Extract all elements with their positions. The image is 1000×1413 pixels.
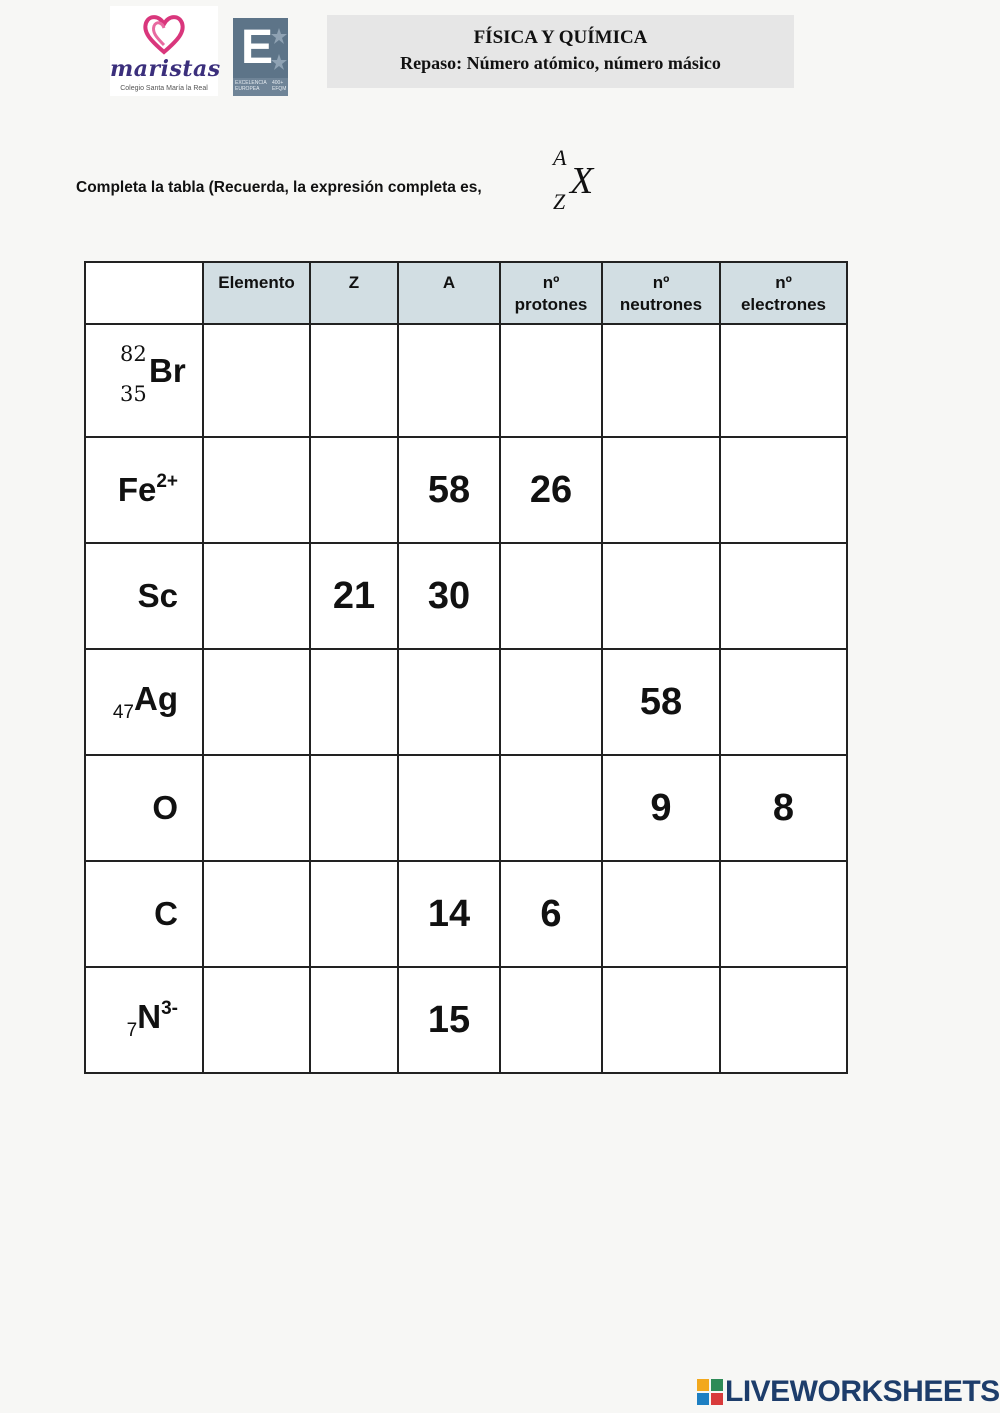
cell-neutrones[interactable]: [602, 543, 720, 649]
cell-electrones[interactable]: [720, 861, 847, 967]
cell-protones[interactable]: [500, 649, 602, 755]
cell-neutrones[interactable]: [602, 324, 720, 437]
badge-text-left: EXCELENCIA EUROPEA: [235, 80, 267, 92]
cell-elemento[interactable]: [203, 543, 310, 649]
instruction-text: Completa la tabla (Recuerda, la expresión completa es,: [76, 179, 482, 196]
header-species: [85, 262, 203, 324]
table-row: [85, 755, 847, 861]
cell-elemento[interactable]: [203, 324, 310, 437]
cell-z[interactable]: [310, 324, 398, 437]
heart-logo-icon: [140, 10, 188, 56]
maristas-logo: [110, 6, 221, 96]
atomic-number: 35: [120, 381, 147, 406]
badge-letter: E: [241, 21, 274, 74]
element-symbol: O: [152, 789, 178, 826]
cell-z[interactable]: [310, 437, 398, 543]
nuclide-mass-number: A: [553, 145, 567, 170]
isotope-notation: [120, 342, 190, 412]
cell-elemento[interactable]: [203, 861, 310, 967]
species-cell: [85, 861, 203, 967]
cell-protones[interactable]: [500, 755, 602, 861]
cell-z[interactable]: [310, 649, 398, 755]
cell-neutrones[interactable]: [602, 861, 720, 967]
table-row: [85, 861, 847, 967]
species-cell: [85, 755, 203, 861]
cell-elemento[interactable]: [203, 967, 310, 1073]
table-row: [85, 543, 847, 649]
atomic-number: 47: [112, 702, 134, 723]
header-z: Z: [310, 262, 398, 324]
excelencia-badge: [233, 18, 288, 96]
element-symbol: Ag: [134, 680, 178, 717]
species-cell: [85, 324, 203, 437]
species-cell: [85, 437, 203, 543]
header-a: A: [398, 262, 500, 324]
table-header-row: [85, 262, 847, 324]
nuclide-notation: [548, 145, 608, 220]
cell-z[interactable]: [310, 967, 398, 1073]
cell-a: 58: [398, 437, 500, 543]
brand-text: LIVEWORKSHEETS: [725, 1375, 1000, 1408]
cell-protones: 6: [500, 861, 602, 967]
cell-a[interactable]: [398, 324, 500, 437]
stars-icon: [271, 28, 287, 72]
table-row: [85, 437, 847, 543]
element-symbol: N: [137, 998, 162, 1035]
cell-a: 14: [398, 861, 500, 967]
ion-charge: 3-: [161, 998, 178, 1019]
cell-electrones[interactable]: [720, 437, 847, 543]
table-row: [85, 967, 847, 1073]
element-symbol: Sc: [137, 577, 178, 614]
logo-text: maristas: [110, 56, 221, 82]
nuclide-symbol: X: [570, 160, 594, 202]
atomic-number: 7: [126, 1020, 138, 1041]
species-cell: [85, 649, 203, 755]
cell-z[interactable]: [310, 755, 398, 861]
cell-protones[interactable]: [500, 967, 602, 1073]
cell-protones[interactable]: [500, 324, 602, 437]
cell-electrones[interactable]: [720, 324, 847, 437]
mass-number: 82: [120, 341, 147, 366]
cell-z[interactable]: [310, 861, 398, 967]
badge-text-right: 400+ EFQM: [272, 80, 287, 92]
header-neutrones: nº neutrones: [602, 262, 720, 324]
element-symbol: Br: [149, 351, 186, 389]
table-row: [85, 324, 847, 437]
header-elemento: Elemento: [203, 262, 310, 324]
cell-a: 30: [398, 543, 500, 649]
cell-electrones[interactable]: [720, 543, 847, 649]
header-electrones: nº electrones: [720, 262, 847, 324]
species-cell: [85, 967, 203, 1073]
nuclide-atomic-number: Z: [553, 189, 566, 214]
cell-elemento[interactable]: [203, 755, 310, 861]
cell-neutrones[interactable]: [602, 437, 720, 543]
cell-elemento[interactable]: [203, 437, 310, 543]
cell-z: 21: [310, 543, 398, 649]
header-protones: nº protones: [500, 262, 602, 324]
table-row: [85, 649, 847, 755]
page-subtitle: Repaso: Número atómico, número másico: [400, 53, 721, 73]
cell-neutrones: 9: [602, 755, 720, 861]
cell-electrones: 8: [720, 755, 847, 861]
cell-electrones[interactable]: [720, 967, 847, 1073]
cell-electrones[interactable]: [720, 649, 847, 755]
atomic-table: [84, 261, 848, 1074]
cell-a: 15: [398, 967, 500, 1073]
cell-elemento[interactable]: [203, 649, 310, 755]
cell-neutrones: 58: [602, 649, 720, 755]
liveworksheets-logo-icon: [697, 1379, 723, 1405]
cell-protones[interactable]: [500, 543, 602, 649]
ion-charge: 2+: [156, 471, 178, 492]
species-cell: [85, 543, 203, 649]
title-box: [327, 15, 794, 88]
cell-a[interactable]: [398, 755, 500, 861]
cell-protones: 26: [500, 437, 602, 543]
logo-subtext: Colegio Santa María la Real: [120, 85, 208, 92]
cell-a[interactable]: [398, 649, 500, 755]
page-title: FÍSICA Y QUÍMICA: [473, 27, 648, 48]
cell-neutrones[interactable]: [602, 967, 720, 1073]
element-symbol: C: [154, 895, 178, 932]
element-symbol: Fe: [117, 471, 157, 508]
